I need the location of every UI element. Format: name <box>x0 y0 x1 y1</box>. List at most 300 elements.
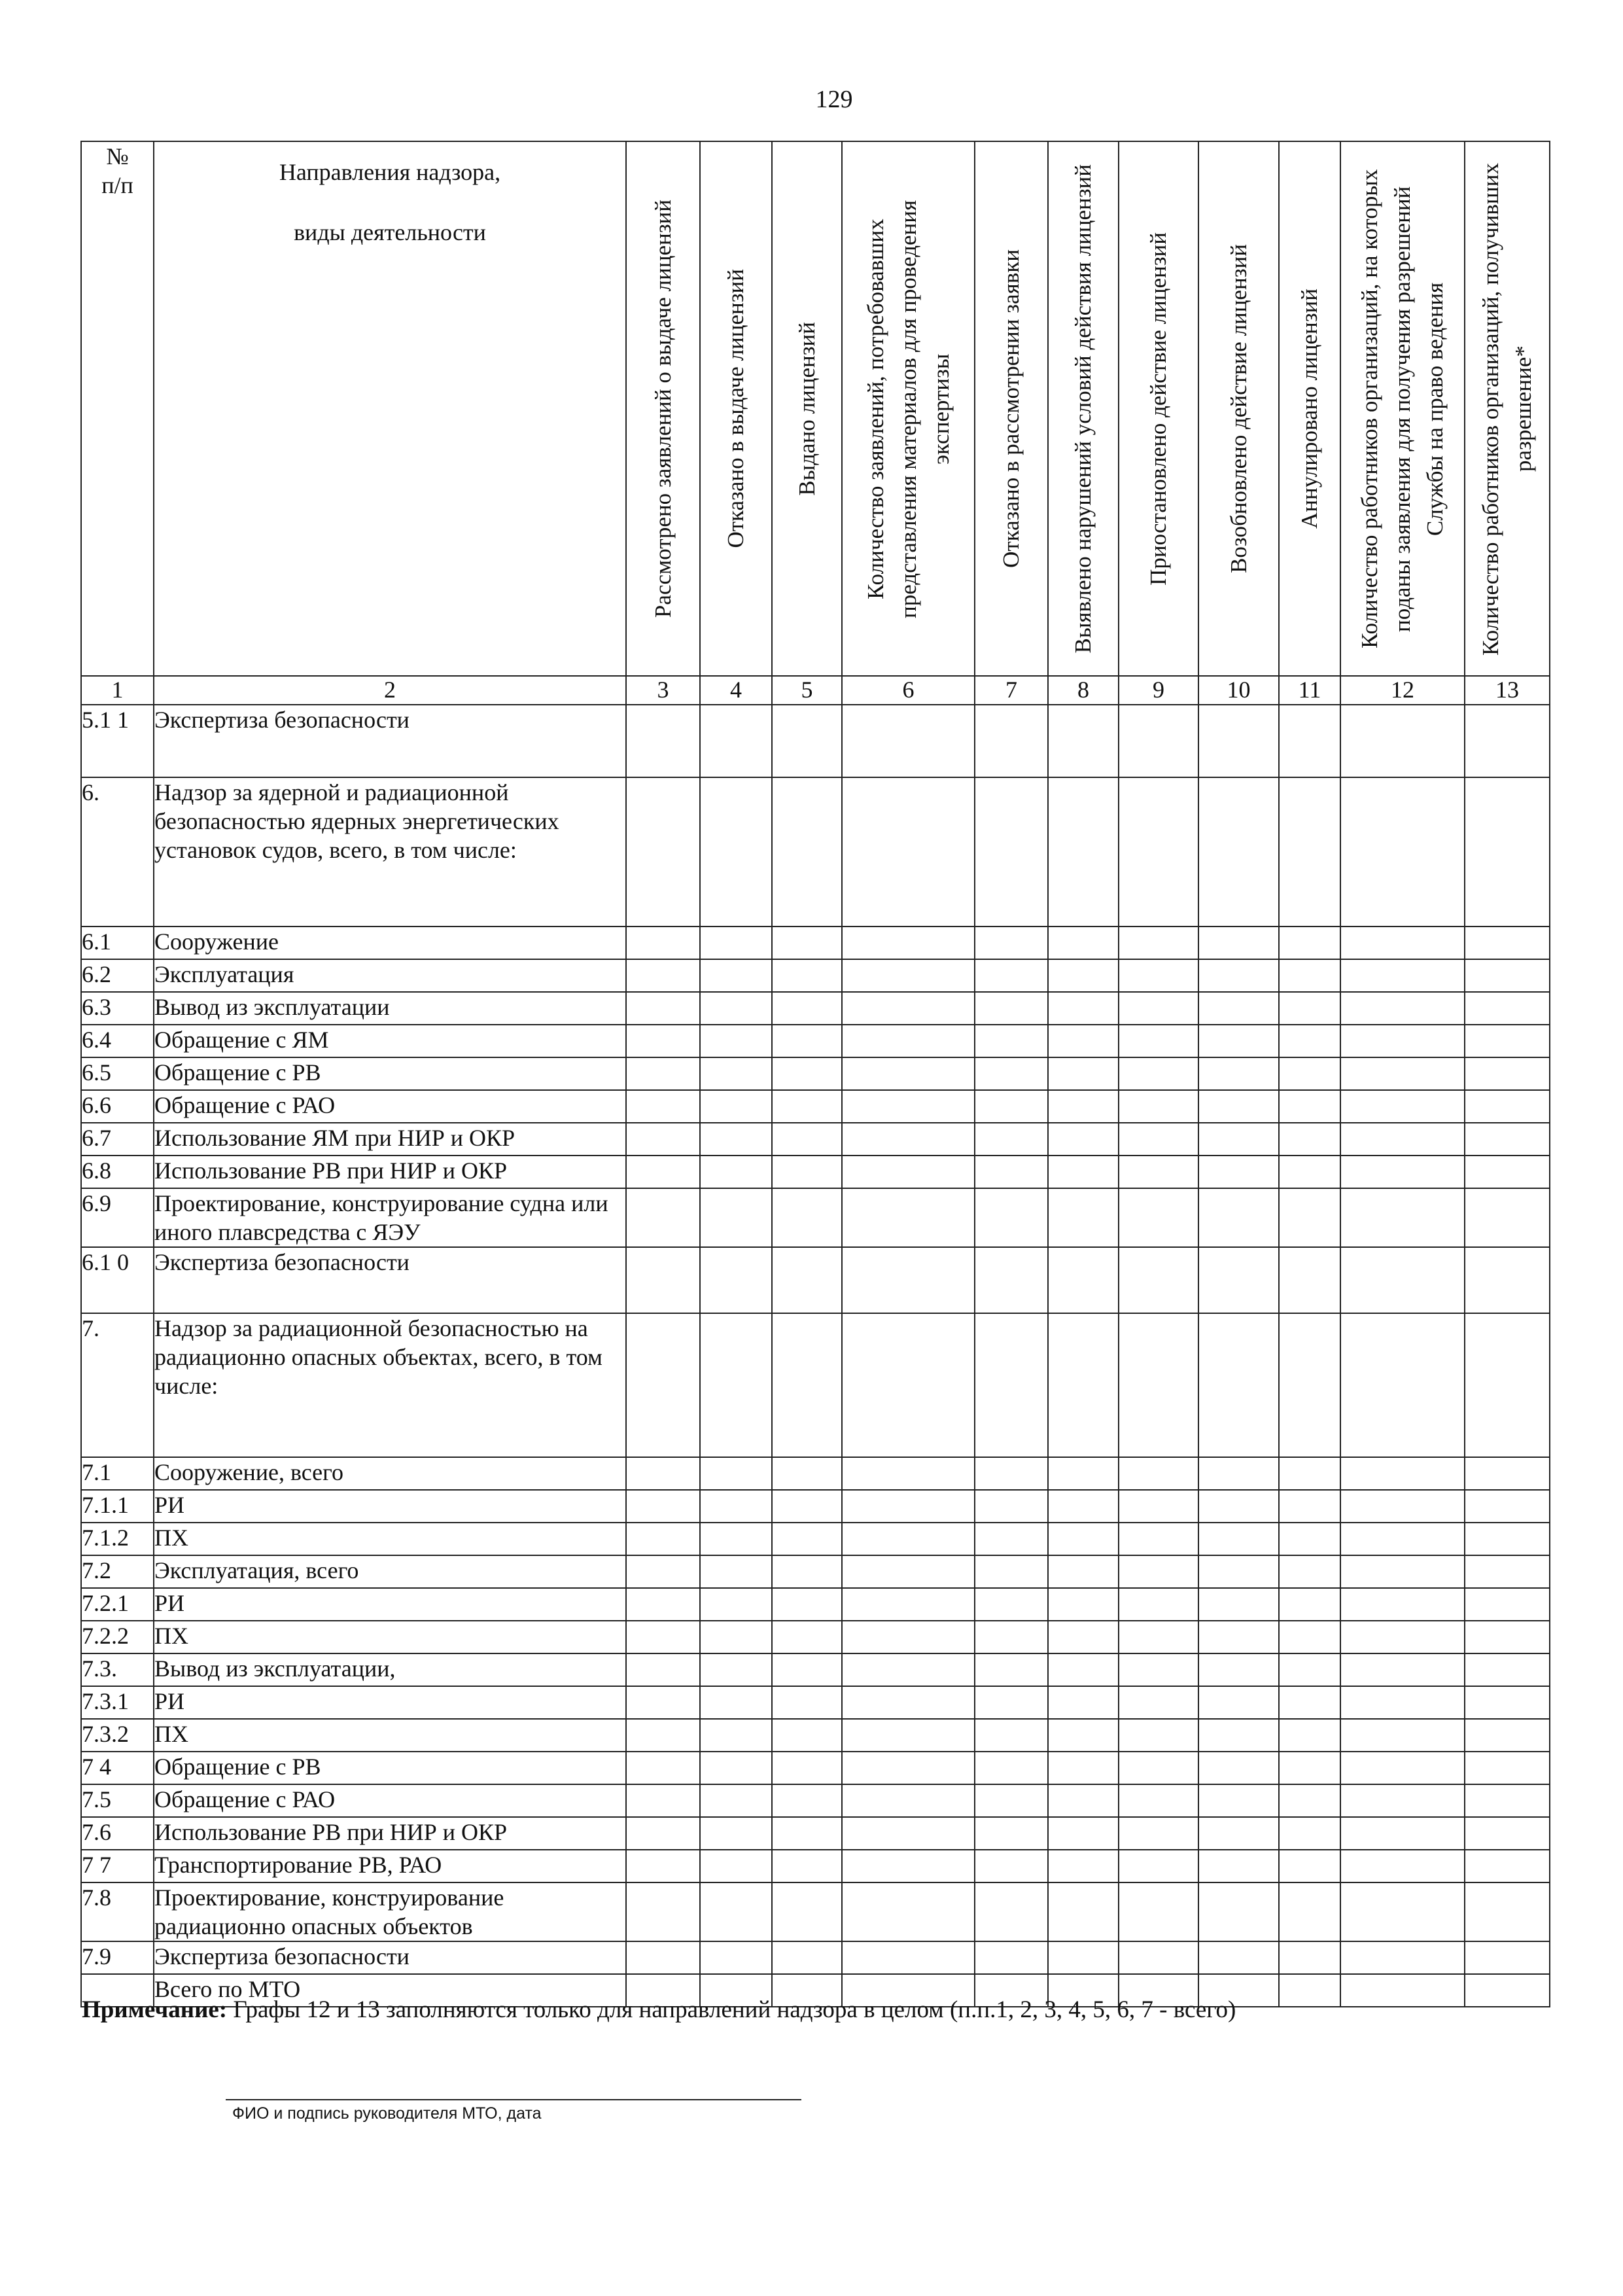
data-cell[interactable] <box>1340 1156 1465 1188</box>
data-cell[interactable] <box>1198 1313 1279 1457</box>
data-cell[interactable] <box>1198 1457 1279 1490</box>
data-cell[interactable] <box>1048 959 1119 992</box>
data-cell[interactable] <box>700 1090 772 1123</box>
data-cell[interactable] <box>1465 1850 1550 1882</box>
data-cell[interactable] <box>1465 1817 1550 1850</box>
data-cell[interactable] <box>1198 1752 1279 1784</box>
data-cell[interactable] <box>700 777 772 927</box>
data-cell[interactable] <box>1198 1588 1279 1621</box>
data-cell[interactable] <box>1279 1156 1340 1188</box>
data-cell[interactable] <box>772 1719 842 1752</box>
data-cell[interactable] <box>1465 959 1550 992</box>
data-cell[interactable] <box>1279 1555 1340 1588</box>
data-cell[interactable] <box>842 992 975 1025</box>
data-cell[interactable] <box>772 1523 842 1555</box>
data-cell[interactable] <box>1279 1090 1340 1123</box>
data-cell[interactable] <box>1048 1850 1119 1882</box>
data-cell[interactable] <box>626 1457 700 1490</box>
data-cell[interactable] <box>842 1621 975 1653</box>
data-cell[interactable] <box>975 1588 1048 1621</box>
data-cell[interactable] <box>1279 1588 1340 1621</box>
data-cell[interactable] <box>1048 1555 1119 1588</box>
data-cell[interactable] <box>975 1523 1048 1555</box>
data-cell[interactable] <box>1119 1156 1198 1188</box>
data-cell[interactable] <box>626 1057 700 1090</box>
data-cell[interactable] <box>1119 927 1198 959</box>
data-cell[interactable] <box>1340 1686 1465 1719</box>
data-cell[interactable] <box>1198 1686 1279 1719</box>
data-cell[interactable] <box>1119 1752 1198 1784</box>
data-cell[interactable] <box>1048 705 1119 777</box>
data-cell[interactable] <box>626 927 700 959</box>
data-cell[interactable] <box>1048 1817 1119 1850</box>
data-cell[interactable] <box>1465 927 1550 959</box>
data-cell[interactable] <box>700 992 772 1025</box>
data-cell[interactable] <box>1198 1653 1279 1686</box>
data-cell[interactable] <box>842 1555 975 1588</box>
data-cell[interactable] <box>1279 1621 1340 1653</box>
data-cell[interactable] <box>1119 1784 1198 1817</box>
data-cell[interactable] <box>772 1247 842 1313</box>
data-cell[interactable] <box>1465 1490 1550 1523</box>
data-cell[interactable] <box>626 1686 700 1719</box>
data-cell[interactable] <box>1279 1686 1340 1719</box>
data-cell[interactable] <box>1198 1188 1279 1247</box>
data-cell[interactable] <box>1340 959 1465 992</box>
data-cell[interactable] <box>1279 1457 1340 1490</box>
data-cell[interactable] <box>975 1719 1048 1752</box>
data-cell[interactable] <box>1340 1850 1465 1882</box>
data-cell[interactable] <box>1279 1188 1340 1247</box>
data-cell[interactable] <box>700 1686 772 1719</box>
data-cell[interactable] <box>1119 1490 1198 1523</box>
data-cell[interactable] <box>1048 1090 1119 1123</box>
data-cell[interactable] <box>842 1025 975 1057</box>
data-cell[interactable] <box>772 1882 842 1941</box>
data-cell[interactable] <box>1340 1588 1465 1621</box>
data-cell[interactable] <box>842 705 975 777</box>
data-cell[interactable] <box>975 1123 1048 1156</box>
data-cell[interactable] <box>700 1247 772 1313</box>
data-cell[interactable] <box>700 1588 772 1621</box>
data-cell[interactable] <box>1198 927 1279 959</box>
data-cell[interactable] <box>842 927 975 959</box>
data-cell[interactable] <box>842 1490 975 1523</box>
data-cell[interactable] <box>1340 1490 1465 1523</box>
data-cell[interactable] <box>975 927 1048 959</box>
data-cell[interactable] <box>1119 992 1198 1025</box>
data-cell[interactable] <box>772 1588 842 1621</box>
data-cell[interactable] <box>1465 1882 1550 1941</box>
data-cell[interactable] <box>1279 705 1340 777</box>
data-cell[interactable] <box>626 777 700 927</box>
data-cell[interactable] <box>1198 705 1279 777</box>
data-cell[interactable] <box>626 992 700 1025</box>
data-cell[interactable] <box>626 1621 700 1653</box>
data-cell[interactable] <box>1198 1090 1279 1123</box>
data-cell[interactable] <box>700 1188 772 1247</box>
data-cell[interactable] <box>1279 992 1340 1025</box>
data-cell[interactable] <box>975 1025 1048 1057</box>
data-cell[interactable] <box>1465 1457 1550 1490</box>
data-cell[interactable] <box>1279 1653 1340 1686</box>
data-cell[interactable] <box>626 1882 700 1941</box>
data-cell[interactable] <box>1198 1490 1279 1523</box>
data-cell[interactable] <box>626 1188 700 1247</box>
data-cell[interactable] <box>1198 992 1279 1025</box>
data-cell[interactable] <box>1340 1784 1465 1817</box>
data-cell[interactable] <box>1048 1621 1119 1653</box>
data-cell[interactable] <box>700 1752 772 1784</box>
data-cell[interactable] <box>1279 1752 1340 1784</box>
data-cell[interactable] <box>626 1523 700 1555</box>
data-cell[interactable] <box>842 1523 975 1555</box>
data-cell[interactable] <box>1340 1653 1465 1686</box>
data-cell[interactable] <box>626 1941 700 1974</box>
data-cell[interactable] <box>1119 1025 1198 1057</box>
data-cell[interactable] <box>1119 1686 1198 1719</box>
data-cell[interactable] <box>975 777 1048 927</box>
data-cell[interactable] <box>1340 1025 1465 1057</box>
data-cell[interactable] <box>1465 1653 1550 1686</box>
data-cell[interactable] <box>1048 777 1119 927</box>
data-cell[interactable] <box>700 1941 772 1974</box>
data-cell[interactable] <box>1198 1941 1279 1974</box>
data-cell[interactable] <box>975 1090 1048 1123</box>
data-cell[interactable] <box>975 1313 1048 1457</box>
data-cell[interactable] <box>1048 1247 1119 1313</box>
data-cell[interactable] <box>1119 1090 1198 1123</box>
data-cell[interactable] <box>1465 1025 1550 1057</box>
data-cell[interactable] <box>842 959 975 992</box>
data-cell[interactable] <box>1465 1057 1550 1090</box>
data-cell[interactable] <box>1198 1555 1279 1588</box>
data-cell[interactable] <box>626 1719 700 1752</box>
data-cell[interactable] <box>700 1555 772 1588</box>
data-cell[interactable] <box>842 1719 975 1752</box>
data-cell[interactable] <box>975 1156 1048 1188</box>
data-cell[interactable] <box>700 1313 772 1457</box>
data-cell[interactable] <box>1198 1523 1279 1555</box>
data-cell[interactable] <box>842 1313 975 1457</box>
data-cell[interactable] <box>1048 1156 1119 1188</box>
data-cell[interactable] <box>1340 927 1465 959</box>
data-cell[interactable] <box>842 1457 975 1490</box>
data-cell[interactable] <box>975 1490 1048 1523</box>
data-cell[interactable] <box>1048 1490 1119 1523</box>
data-cell[interactable] <box>700 1653 772 1686</box>
data-cell[interactable] <box>1279 1784 1340 1817</box>
data-cell[interactable] <box>842 1247 975 1313</box>
data-cell[interactable] <box>1340 1057 1465 1090</box>
data-cell[interactable] <box>772 1817 842 1850</box>
data-cell[interactable] <box>842 1752 975 1784</box>
data-cell[interactable] <box>626 1653 700 1686</box>
data-cell[interactable] <box>1465 1752 1550 1784</box>
data-cell[interactable] <box>975 1457 1048 1490</box>
data-cell[interactable] <box>1119 1817 1198 1850</box>
data-cell[interactable] <box>975 1555 1048 1588</box>
data-cell[interactable] <box>975 1057 1048 1090</box>
data-cell[interactable] <box>700 1123 772 1156</box>
data-cell[interactable] <box>1048 1784 1119 1817</box>
data-cell[interactable] <box>772 992 842 1025</box>
data-cell[interactable] <box>772 1457 842 1490</box>
data-cell[interactable] <box>842 1882 975 1941</box>
data-cell[interactable] <box>1340 1941 1465 1974</box>
data-cell[interactable] <box>1279 1941 1340 1974</box>
data-cell[interactable] <box>1340 1555 1465 1588</box>
data-cell[interactable] <box>626 1784 700 1817</box>
data-cell[interactable] <box>842 1057 975 1090</box>
data-cell[interactable] <box>1465 1156 1550 1188</box>
data-cell[interactable] <box>1279 1247 1340 1313</box>
data-cell[interactable] <box>1340 1457 1465 1490</box>
data-cell[interactable] <box>975 705 1048 777</box>
data-cell[interactable] <box>700 1784 772 1817</box>
data-cell[interactable] <box>1119 1555 1198 1588</box>
data-cell[interactable] <box>1279 1850 1340 1882</box>
data-cell[interactable] <box>1119 1123 1198 1156</box>
data-cell[interactable] <box>700 1882 772 1941</box>
data-cell[interactable] <box>1048 1719 1119 1752</box>
data-cell[interactable] <box>772 1090 842 1123</box>
data-cell[interactable] <box>1340 1621 1465 1653</box>
data-cell[interactable] <box>1465 1123 1550 1156</box>
data-cell[interactable] <box>772 705 842 777</box>
data-cell[interactable] <box>700 1490 772 1523</box>
data-cell[interactable] <box>772 1123 842 1156</box>
data-cell[interactable] <box>1119 1523 1198 1555</box>
data-cell[interactable] <box>842 1817 975 1850</box>
data-cell[interactable] <box>1340 992 1465 1025</box>
data-cell[interactable] <box>975 1850 1048 1882</box>
data-cell[interactable] <box>1119 959 1198 992</box>
data-cell[interactable] <box>975 1653 1048 1686</box>
data-cell[interactable] <box>1119 1719 1198 1752</box>
data-cell[interactable] <box>842 1156 975 1188</box>
data-cell[interactable] <box>1340 777 1465 927</box>
data-cell[interactable] <box>1119 1882 1198 1941</box>
data-cell[interactable] <box>772 1555 842 1588</box>
data-cell[interactable] <box>626 1588 700 1621</box>
data-cell[interactable] <box>626 1123 700 1156</box>
data-cell[interactable] <box>1279 1025 1340 1057</box>
data-cell[interactable] <box>772 927 842 959</box>
data-cell[interactable] <box>700 1719 772 1752</box>
data-cell[interactable] <box>772 1752 842 1784</box>
data-cell[interactable] <box>975 1686 1048 1719</box>
data-cell[interactable] <box>1048 1313 1119 1457</box>
data-cell[interactable] <box>772 1057 842 1090</box>
data-cell[interactable] <box>1119 1247 1198 1313</box>
data-cell[interactable] <box>842 1090 975 1123</box>
data-cell[interactable] <box>700 1457 772 1490</box>
data-cell[interactable] <box>1119 1621 1198 1653</box>
data-cell[interactable] <box>1279 1882 1340 1941</box>
data-cell[interactable] <box>1048 1941 1119 1974</box>
data-cell[interactable] <box>1340 1817 1465 1850</box>
data-cell[interactable] <box>1465 705 1550 777</box>
data-cell[interactable] <box>700 1523 772 1555</box>
data-cell[interactable] <box>1048 1752 1119 1784</box>
data-cell[interactable] <box>772 1313 842 1457</box>
data-cell[interactable] <box>1119 1941 1198 1974</box>
data-cell[interactable] <box>1119 705 1198 777</box>
data-cell[interactable] <box>626 1850 700 1882</box>
data-cell[interactable] <box>1279 777 1340 927</box>
data-cell[interactable] <box>626 1490 700 1523</box>
data-cell[interactable] <box>1119 1850 1198 1882</box>
data-cell[interactable] <box>975 959 1048 992</box>
data-cell[interactable] <box>1198 777 1279 927</box>
data-cell[interactable] <box>626 1313 700 1457</box>
data-cell[interactable] <box>772 1025 842 1057</box>
data-cell[interactable] <box>1465 1313 1550 1457</box>
data-cell[interactable] <box>626 1555 700 1588</box>
data-cell[interactable] <box>1198 1719 1279 1752</box>
data-cell[interactable] <box>700 1621 772 1653</box>
data-cell[interactable] <box>626 1817 700 1850</box>
data-cell[interactable] <box>842 1653 975 1686</box>
data-cell[interactable] <box>700 927 772 959</box>
data-cell[interactable] <box>1465 1686 1550 1719</box>
data-cell[interactable] <box>1340 1188 1465 1247</box>
data-cell[interactable] <box>1340 1719 1465 1752</box>
data-cell[interactable] <box>1048 1188 1119 1247</box>
data-cell[interactable] <box>975 1621 1048 1653</box>
data-cell[interactable] <box>1279 1523 1340 1555</box>
data-cell[interactable] <box>1119 1057 1198 1090</box>
data-cell[interactable] <box>1465 1090 1550 1123</box>
data-cell[interactable] <box>1465 1188 1550 1247</box>
data-cell[interactable] <box>1279 1719 1340 1752</box>
data-cell[interactable] <box>772 1188 842 1247</box>
data-cell[interactable] <box>1048 1123 1119 1156</box>
data-cell[interactable] <box>772 1621 842 1653</box>
data-cell[interactable] <box>1048 992 1119 1025</box>
data-cell[interactable] <box>842 1941 975 1974</box>
data-cell[interactable] <box>626 959 700 992</box>
data-cell[interactable] <box>1465 1719 1550 1752</box>
data-cell[interactable] <box>1198 1621 1279 1653</box>
data-cell[interactable] <box>700 1025 772 1057</box>
data-cell[interactable] <box>1119 1188 1198 1247</box>
data-cell[interactable] <box>700 705 772 777</box>
data-cell[interactable] <box>700 1156 772 1188</box>
data-cell[interactable] <box>975 1752 1048 1784</box>
data-cell[interactable] <box>626 1247 700 1313</box>
data-cell[interactable] <box>1340 1752 1465 1784</box>
data-cell[interactable] <box>975 1247 1048 1313</box>
data-cell[interactable] <box>626 705 700 777</box>
data-cell[interactable] <box>772 1850 842 1882</box>
data-cell[interactable] <box>1279 1817 1340 1850</box>
data-cell[interactable] <box>1048 1588 1119 1621</box>
data-cell[interactable] <box>842 1686 975 1719</box>
data-cell[interactable] <box>1198 1882 1279 1941</box>
data-cell[interactable] <box>1340 1123 1465 1156</box>
data-cell[interactable] <box>772 959 842 992</box>
data-cell[interactable] <box>975 1882 1048 1941</box>
data-cell[interactable] <box>1340 1090 1465 1123</box>
data-cell[interactable] <box>842 1123 975 1156</box>
data-cell[interactable] <box>1198 1817 1279 1850</box>
data-cell[interactable] <box>626 1090 700 1123</box>
data-cell[interactable] <box>1279 1490 1340 1523</box>
data-cell[interactable] <box>700 1850 772 1882</box>
data-cell[interactable] <box>842 777 975 927</box>
data-cell[interactable] <box>1465 992 1550 1025</box>
data-cell[interactable] <box>1465 1523 1550 1555</box>
data-cell[interactable] <box>772 1686 842 1719</box>
data-cell[interactable] <box>1279 927 1340 959</box>
data-cell[interactable] <box>1279 959 1340 992</box>
data-cell[interactable] <box>975 1817 1048 1850</box>
data-cell[interactable] <box>1198 959 1279 992</box>
data-cell[interactable] <box>772 1490 842 1523</box>
data-cell[interactable] <box>975 1941 1048 1974</box>
data-cell[interactable] <box>1465 1555 1550 1588</box>
data-cell[interactable] <box>842 1784 975 1817</box>
data-cell[interactable] <box>1198 1850 1279 1882</box>
data-cell[interactable] <box>1048 1057 1119 1090</box>
data-cell[interactable] <box>1340 1523 1465 1555</box>
data-cell[interactable] <box>842 1850 975 1882</box>
data-cell[interactable] <box>1048 1686 1119 1719</box>
data-cell[interactable] <box>1198 1057 1279 1090</box>
data-cell[interactable] <box>842 1188 975 1247</box>
data-cell[interactable] <box>626 1752 700 1784</box>
data-cell[interactable] <box>1048 1025 1119 1057</box>
data-cell[interactable] <box>1048 927 1119 959</box>
data-cell[interactable] <box>1048 1457 1119 1490</box>
data-cell[interactable] <box>1119 1457 1198 1490</box>
data-cell[interactable] <box>700 1057 772 1090</box>
data-cell[interactable] <box>1465 1588 1550 1621</box>
data-cell[interactable] <box>1119 1588 1198 1621</box>
data-cell[interactable] <box>1279 1057 1340 1090</box>
data-cell[interactable] <box>1048 1653 1119 1686</box>
data-cell[interactable] <box>1119 777 1198 927</box>
data-cell[interactable] <box>700 1817 772 1850</box>
data-cell[interactable] <box>626 1025 700 1057</box>
data-cell[interactable] <box>772 1941 842 1974</box>
data-cell[interactable] <box>1340 1313 1465 1457</box>
data-cell[interactable] <box>626 1156 700 1188</box>
data-cell[interactable] <box>842 1588 975 1621</box>
data-cell[interactable] <box>1340 1882 1465 1941</box>
data-cell[interactable] <box>1279 1123 1340 1156</box>
data-cell[interactable] <box>1048 1523 1119 1555</box>
data-cell[interactable] <box>1198 1123 1279 1156</box>
data-cell[interactable] <box>1119 1653 1198 1686</box>
data-cell[interactable] <box>1340 705 1465 777</box>
data-cell[interactable] <box>1198 1025 1279 1057</box>
data-cell[interactable] <box>1465 777 1550 927</box>
data-cell[interactable] <box>1465 1247 1550 1313</box>
data-cell[interactable] <box>975 992 1048 1025</box>
data-cell[interactable] <box>1465 1621 1550 1653</box>
data-cell[interactable] <box>1465 1784 1550 1817</box>
data-cell[interactable] <box>1340 1247 1465 1313</box>
data-cell[interactable] <box>975 1784 1048 1817</box>
data-cell[interactable] <box>1198 1156 1279 1188</box>
data-cell[interactable] <box>1465 1941 1550 1974</box>
data-cell[interactable] <box>1198 1784 1279 1817</box>
data-cell[interactable] <box>975 1188 1048 1247</box>
data-cell[interactable] <box>1048 1882 1119 1941</box>
